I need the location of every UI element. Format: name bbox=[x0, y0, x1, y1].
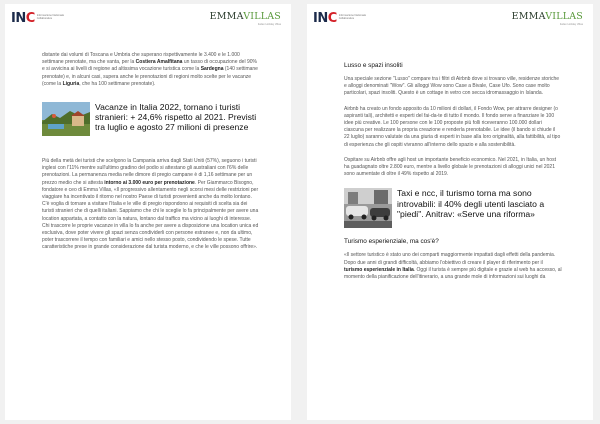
inc-logo[interactable] bbox=[11, 12, 67, 25]
article-paragraph: distante dai volumi di Toscana e Umbria che superano rispettivamente le 3.400 e le 1.000 settimane prenotate, ma che vanta, per la Costiera Amalfitana un tasso di occupazione del 90% e si avvicina ai livelli di regione ad altissima vocazione turistica come la Sardegna (140 settimane prenotate) e, in alcuni casi, supera anche le prenotazioni di regioni molto scelte per le vacanze (come la Liguria, che ha 100 settimane prenotate). bbox=[42, 52, 258, 87]
article-paragraph: Ospitare su Airbnb offre agli host un importante beneficio economico. Nel 2021, in Italia, un host ha guadagnato oltre 2.800 euro, mentre a livello globale le prenotazioni di alloggi unici nel 2021 sono aumentate di oltre il 49% rispetto al 2019. bbox=[344, 156, 556, 178]
document-page-right bbox=[307, 4, 593, 420]
emma-villas-tagline: Italian Holiday Villas bbox=[257, 23, 281, 26]
inc-logo-subtitle: Informazione Nazionale Collaborativa bbox=[36, 14, 65, 21]
inc-logo-wordmark: INC bbox=[11, 11, 35, 26]
article-body bbox=[344, 62, 562, 281]
page-header bbox=[307, 4, 593, 34]
article-paragraph: Più della metà dei turisti che scelgono la Campania arriva dagli Stati Uniti (57%), seguono i turisti inglesi con l'11% mentre sull'ultimo gradino del podio si attestano gli australiani con l'6% delle prenotazioni. La permanenza media nelle dimore di pregio campane è di 1,16 settimane per un prezzo medio che si attesta intorno ai 3.000 euro per prenotazione. Per Giammarco Bisogno, fondatore e ceo di Emma Villas, «Il progressivo allentamento negli scorsi mesi delle restrizioni per viaggiare ha incentivato il ritorno nel nostro Paese di turisti provenienti anche da molto lontano. C'è voglia di tornare a visitare l'Italia e le ville di pregio rispondono ai requisiti di scelta sia dei turisti stranieri che di quelli italiani. Sappiamo che chi le sceglie lo fa principalmente per avere una location appartata, a contatto con la natura, lontano dal traffico ma vicino ai luoghi di interesse. Chi trascorre le proprie vacanze in villa lo fa anche per avere a disposizione una location unica ed esclusiva, dove poter vivere gli spazi senza condividerli con persone estranee e, non da ultimo, poter trascorrere il tempo con familiari e amici nello stesso posto, condividendo le spese. Tutte caratteristiche prese in grande considerazione dal turista moderno, e che le ville possono offrire». bbox=[42, 158, 259, 251]
emma-villas-wordmark: EMMAVILLAS bbox=[209, 11, 281, 22]
article-paragraph: «Il settore turistico è stato uno dei comparti maggiormente impattati dagli effetti della pandemia. Dopo due anni di grandi difficoltà, abbiamo l'obiettivo di creare il player di riferimento per il turismo esperienziale in Italia. Oggi il turista è sempre più digitale e grazie al web ha accesso, al momento della pianificazione dell'itinerario, a una grande mole di informazioni sui luoghi da bbox=[344, 252, 562, 281]
story-title[interactable]: Vacanze in Italia 2022, tornano i turisti stranieri: + 24,6% rispetto al 2021. Previsti tra luglio e agosto 27 milioni di presenze bbox=[95, 102, 257, 133]
related-story[interactable] bbox=[344, 188, 562, 228]
article-paragraph: Una speciale sezione "Lusso" compare tra i filtri di Airbnb dove si trovano ville, residenze storiche e alloggi denominati "Wow". Gli alloggi Wow sono Case a Bivale, Case Ufo. Sono case molto particolari, spazi insoliti. Questo è un cottage in vetro con secca idromassaggio in Islanda. bbox=[344, 76, 560, 97]
story-thumbnail[interactable] bbox=[42, 102, 90, 136]
section-heading: Lusso e spazi insoliti bbox=[344, 62, 403, 69]
story-title[interactable]: Taxi e ncc, il turismo torna ma sono introvabili: il 40% degli utenti lasciato a "piedi". Anitrav: «Serve una riforma» bbox=[397, 188, 545, 219]
emma-villas-logo[interactable] bbox=[512, 12, 583, 26]
article-body bbox=[42, 52, 260, 252]
related-story[interactable] bbox=[42, 102, 260, 136]
document-page-left bbox=[5, 4, 291, 420]
story-thumbnail[interactable] bbox=[344, 188, 392, 228]
page-header bbox=[5, 4, 291, 34]
emma-villas-tagline: Italian Holiday Villas bbox=[559, 23, 583, 26]
inc-logo-wordmark: INC bbox=[313, 11, 337, 26]
emma-villas-logo[interactable] bbox=[210, 12, 281, 26]
emma-villas-wordmark: EMMAVILLAS bbox=[511, 11, 583, 22]
article-paragraph: Airbnb ha creato un fondo apposito da 10 milioni di dollari, il Fondo Wow, per attrarre designer (o aspiranti tali), architetti e esperti del fai-da-te di tutto il mondo. Il fondo serve a finanziare le 100 idee più creative. Le 100 persone con le 100 proposte più folli riceveranno 100.000 dollari ciascuna per realizzare la propria creazione e renderla prenotabile. Le idee (il bando si chiude il 22 luglio) saranno valutate da una giuria di esperti in base alla loro originalità, alla fattibilità, al tipo di esperienza che gli ospiti vivranno all'interno dello spazio e alla sostenibilità. bbox=[344, 105, 561, 148]
inc-logo[interactable] bbox=[313, 12, 369, 25]
section-heading: Turismo esperienziale, ma cos'è? bbox=[344, 238, 439, 246]
inc-logo-subtitle: Informazione Nazionale Collaborativa bbox=[338, 14, 367, 21]
